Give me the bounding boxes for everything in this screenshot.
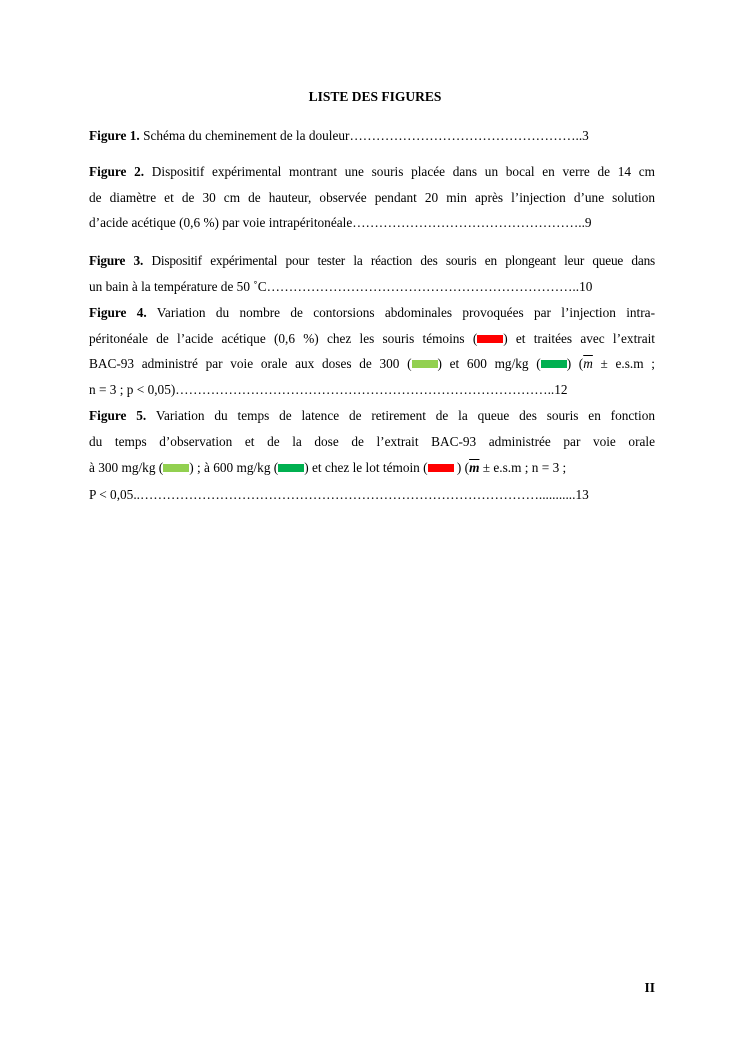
- figure-3-text-1: Dispositif expérimental pour tester la réaction des souris en plongeant leur queue dans: [151, 253, 656, 268]
- figure-2-line-1: [89, 164, 655, 180]
- figure-1-label: Figure 1.: [89, 128, 140, 143]
- dose-600-swatch: [278, 464, 304, 472]
- figure-2-line-3: d’acide acétique (0,6 %) par voie intrapéritonéale……………………………………………..9: [89, 215, 592, 230]
- figure-5-line-4: P < 0,05..………………………………………………………………………………...........13: [89, 487, 589, 502]
- figure-5-text-3d: ) (: [453, 460, 470, 475]
- figure-2-line-2: de diamètre et de 30 cm de hauteur, observée pendant 20 min après l’injection d’une solution: [89, 190, 655, 205]
- figure-4-text-3c: ) (: [566, 356, 584, 371]
- figure-5-line-2: du temps d’observation et de la dose de l’extrait BAC-93 administrée par voie orale: [89, 434, 655, 449]
- figure-4-text-3a: BAC-93 administré par voie orale aux doses de 300 (: [89, 356, 412, 371]
- control-swatch: [428, 464, 454, 472]
- dose-300-swatch: [163, 464, 189, 472]
- figure-4-line-2: [89, 331, 655, 347]
- figure-4-text-2b: ) et traitées avec l’extrait: [503, 331, 655, 346]
- figure-4-label: Figure 4.: [89, 305, 147, 320]
- figure-5-text-1: Variation du temps de latence de retirement de la queue des souris en fonction: [155, 408, 655, 423]
- figure-4-text-3b: ) et 600 mg/kg (: [437, 356, 541, 371]
- figure-4-text-3d: ± e.s.m ;: [592, 356, 655, 371]
- figure-1-text: Schéma du cheminement de la douleur……………………………………………..3: [143, 128, 589, 143]
- figure-1-entry: [89, 128, 655, 144]
- figure-5-label: Figure 5.: [89, 408, 147, 423]
- page-number: II: [644, 980, 655, 995]
- mean-symbol: $\overline{m}$: [469, 460, 480, 475]
- figure-4-text-1: Variation du nombre de contorsions abdominales provoquées par l’injection intra-: [156, 305, 655, 320]
- figure-2-label: Figure 2.: [89, 164, 145, 179]
- figure-3-label: Figure 3.: [89, 253, 144, 268]
- figure-5-text-3b: ) ; à 600 mg/kg (: [189, 460, 279, 475]
- figure-5-text-3c: ) et chez le lot témoin (: [304, 460, 428, 475]
- figure-4-text-2a: péritonéale de l’acide acétique (0,6 %) chez les souris témoins (: [89, 331, 478, 346]
- page-title: LISTE DES FIGURES: [308, 89, 442, 104]
- figure-5-text-3e: ± e.s.m ; n = 3 ;: [479, 460, 567, 475]
- mean-symbol: $\overline{m}$: [583, 356, 593, 371]
- control-swatch: [477, 335, 503, 343]
- figure-5-line-1: [89, 408, 655, 424]
- figure-5-line-3: [89, 460, 655, 476]
- figure-4-line-3: [89, 356, 655, 372]
- figure-2-text-1: Dispositif expérimental montrant une souris placée dans un bocal en verre de 14 cm: [151, 164, 655, 179]
- figure-5-text-3a: à 300 mg/kg (: [89, 460, 164, 475]
- dose-300-swatch: [412, 360, 438, 368]
- figure-3-line-2: un bain à la température de 50 ˚C……………………………………………………………..10: [89, 279, 593, 294]
- dose-600-swatch: [541, 360, 567, 368]
- figure-4-line-4: n = 3 ; p < 0,05)…………………………………………………………………………..12: [89, 382, 568, 397]
- figure-4-line-1: [89, 305, 655, 321]
- figure-3-line-1: [89, 253, 655, 269]
